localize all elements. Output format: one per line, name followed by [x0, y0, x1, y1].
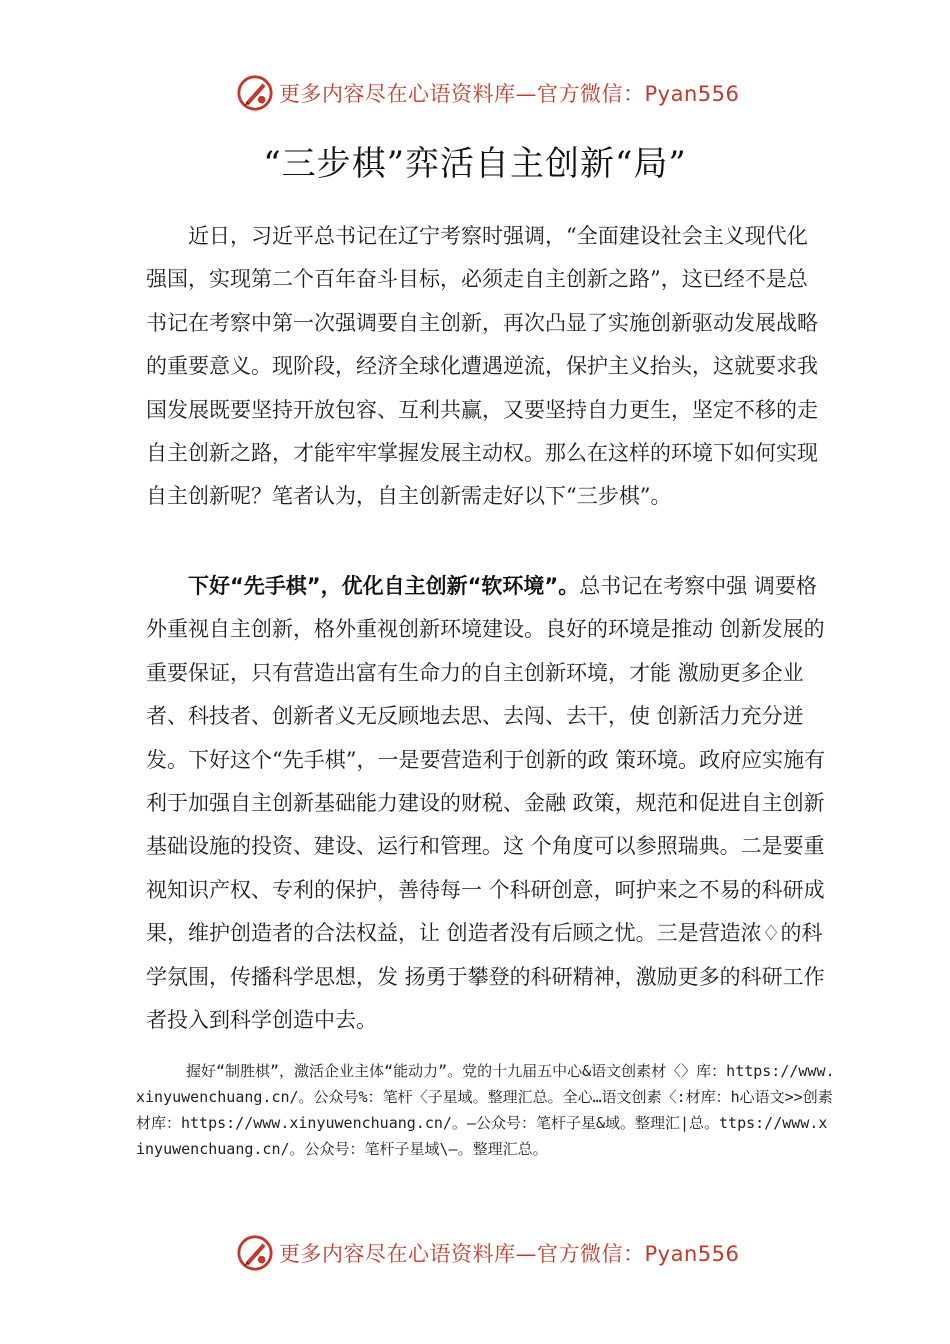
paragraph-intro: 近日，习近平总书记在辽宁考察时强调，“全面建设社会主义现代化强国，实现第二个百年奋斗目标，必须走自主创新之路”，这已经不是总书记在考察中第一次强调要自主创新，再次凸显了实施创新驱动发展战略的重要意义。现阶段，经济全球化遭遇逆流，保护主义抬头，这就要求我国发展既要坚持开放包容、互利共赢，又要坚持自力更生，坚定不移的走自主创新之路，才能牢牢掌握发展主动权。那么在这样的环境下如何实现自主创新呢？笔者认为，自主创新需走好以下“三步棋”。 [146, 224, 818, 509]
quill-pen-logo-icon [236, 1234, 274, 1272]
footer-watermark-banner [0, 1232, 950, 1272]
paragraph-first-move [146, 565, 826, 1042]
paragraph-second-move: 握好“制胜棋”，激活企业主体“能动力”。党的十九届五中心&语文创素材〈〉库：https://www.xinyuwenchuang.cn/。公众号%：笔杆〈子星域。整理汇总。全心…语文创素〈:材库：h心语文>>创素材库：https://www.xinyuwenchuang.cn/。—公众号：笔杆子星&域。整理汇|总。ttps://www.xinyuwenchuang.cn/。公众号：笔杆子星域\—。整理汇总。 [136, 1062, 835, 1158]
quill-pen-logo-icon [236, 74, 274, 112]
banner-text: 更多内容尽在心语资料库—官方微信：Pyan556 [279, 82, 740, 106]
paragraph-lead-heading: 下好“先手棋”，优化自主创新“软环境”。 [188, 574, 580, 598]
article-title: “三步棋”弈活自主创新“局” [263, 144, 687, 184]
banner-text: 更多内容尽在心语资料库—官方微信：Pyan556 [279, 1242, 740, 1266]
paragraph-body: 总书记在考察中强 调要格外重视自主创新，格外重视创新环境建设。良好的环境是推动 创新发展的重要保证，只有营造出富有生命力的自主创新环境，才能 激励更多企业者、科技者、创新者义无反顾地去思、去闯、去干，使 创新活力充分迸发。下好这个“先手棋”，一是要营造利于创新的政 策环境。政府应实施有利于加强自主创新基础能力建设的财税、金融 政策，规范和促进自主创新基础设施的投资、建设、运行和管理。这 个角度可以参照瑞典。二是要重视知识产权、专利的保护，善待每一 个科研创意，呵护来之不易的科研成果，维护创造者的合法权益，让 创造者没有后顾之忧。三是营造浓♢的科学氛围，传播科学思想，发 扬勇于攀登的科研精神，激励更多的科研工作者投入到科学创造中去。 [146, 574, 826, 1033]
header-watermark-banner [0, 72, 950, 112]
